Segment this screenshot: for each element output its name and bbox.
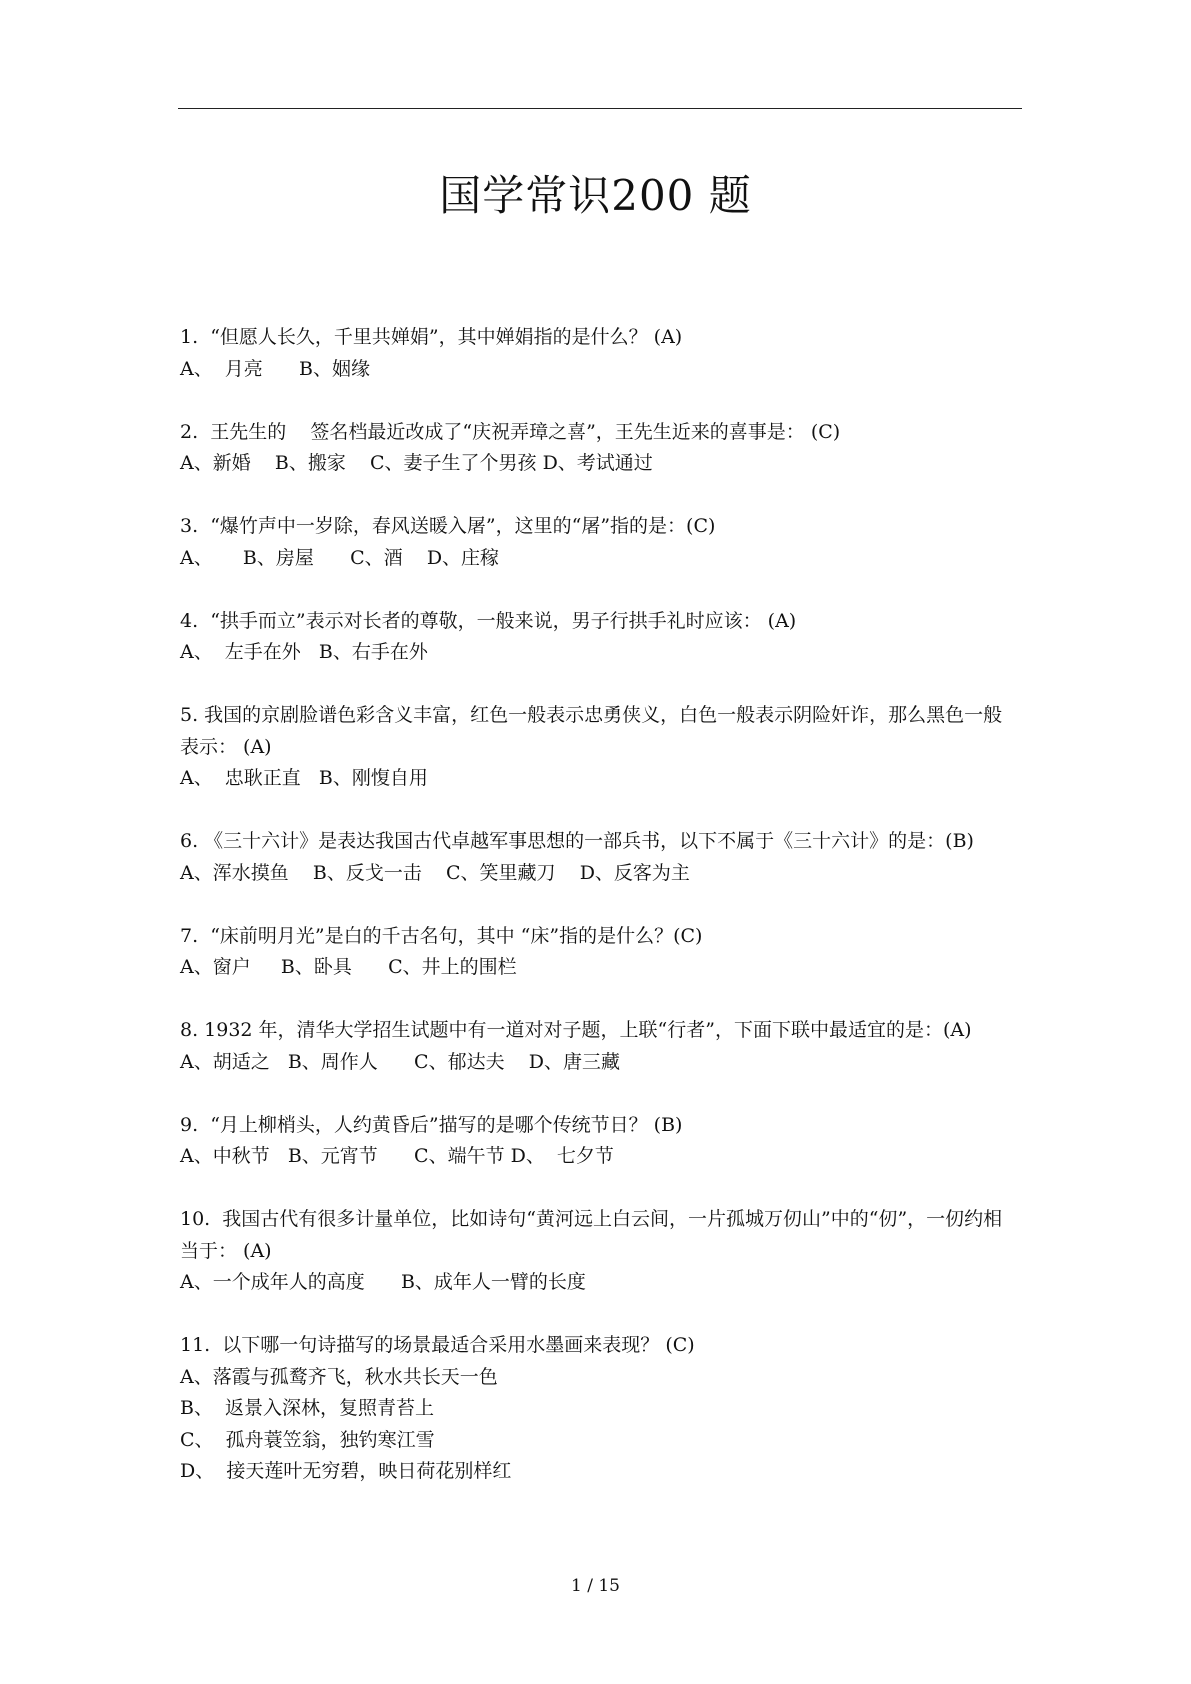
question-text: 1. “但愿人长久，千里共婵娟”，其中婵娟指的是什么？ (A) — [180, 326, 683, 348]
question-item — [180, 921, 1020, 984]
answer-options: D、 接天莲叶无穷碧，映日荷花别样红 — [180, 1460, 512, 1482]
question-item — [180, 1330, 1020, 1488]
answer-options: A、一个成年人的高度 B、成年人一臂的长度 — [180, 1271, 586, 1293]
question-text: 7. “床前明月光”是白的千古名句，其中 “床”指的是什么？(C) — [180, 924, 703, 947]
document-title: 国学常识200 题 — [439, 171, 752, 220]
answer-options: A、 B、房屋 C、酒 D、庄稼 — [180, 546, 500, 569]
answer-options: A、胡适之 B、周作人 C、郁达夫 D、唐三藏 — [180, 1050, 620, 1073]
question-text: 10. 我国古代有很多计量单位，比如诗句“黄河远上白云间，一片孤城万仞山”中的“仞”，一仞约相当于： (A) — [180, 1208, 1003, 1262]
answer-options: A、 左手在外 B、右手在外 — [180, 641, 428, 663]
answer-options: C、 孤舟蓑笠翁，独钓寒江雪 — [180, 1428, 435, 1451]
answer-options: B、 返景入深林，复照青苔上 — [180, 1397, 435, 1419]
question-item — [180, 700, 1020, 795]
answer-options: A、 月亮 B、姻缘 — [180, 357, 371, 380]
question-text: 2. 王先生的 签名档最近改成了“庆祝弄璋之喜”，王先生近来的喜事是： (C) — [180, 420, 841, 443]
question-item — [180, 1015, 1020, 1078]
question-list — [180, 322, 1020, 1519]
question-item — [180, 511, 1020, 574]
question-text: 6. 《三十六计》是表达我国古代卓越军事思想的一部兵书，以下不属于《三十六计》的是：(B) — [180, 830, 974, 852]
question-text: 3. “爆竹声中一岁除，春风送暖入屠”，这里的“屠”指的是：(C) — [180, 515, 716, 537]
question-text: 5. 我国的京剧脸谱色彩含义丰富，红色一般表示忠勇侠义，白色一般表示阴险奸诈，那么黑色一般表示： (A) — [180, 704, 1003, 758]
question-item — [180, 606, 1020, 669]
question-item — [180, 1204, 1020, 1299]
question-item — [180, 826, 1020, 889]
question-item — [180, 322, 1020, 385]
answer-options: A、 忠耿正直 B、刚愎自用 — [180, 767, 428, 789]
page-number: 1 / 15 — [571, 1576, 620, 1596]
header-rule — [178, 108, 1022, 109]
question-text: 4. “拱手而立”表示对长者的尊敬，一般来说，男子行拱手礼时应该： (A) — [180, 609, 797, 632]
question-text: 9. “月上柳梢头，人约黄昏后”描写的是哪个传统节日？ (B) — [180, 1113, 683, 1136]
question-text: 8. 1932 年，清华大学招生试题中有一道对对子题，上联“行者”，下面下联中最适宜的是：(A) — [180, 1019, 972, 1041]
question-text: 11. 以下哪一句诗描写的场景最适合采用水墨画来表现？ (C) — [180, 1334, 695, 1356]
answer-options: A、中秋节 B、元宵节 C、端午节 D、 七夕节 — [180, 1145, 614, 1167]
answer-options: A、新婚 B、搬家 C、妻子生了个男孩 D、考试通过 — [180, 452, 653, 474]
answer-options: A、窗户 B、卧具 C、井上的围栏 — [180, 956, 517, 978]
answer-options: A、落霞与孤鹜齐飞，秋水共长天一色 — [180, 1365, 498, 1388]
question-item — [180, 1110, 1020, 1173]
question-item — [180, 417, 1020, 480]
answer-options: A、浑水摸鱼 B、反戈一击 C、笑里藏刀 D、反客为主 — [180, 861, 690, 884]
